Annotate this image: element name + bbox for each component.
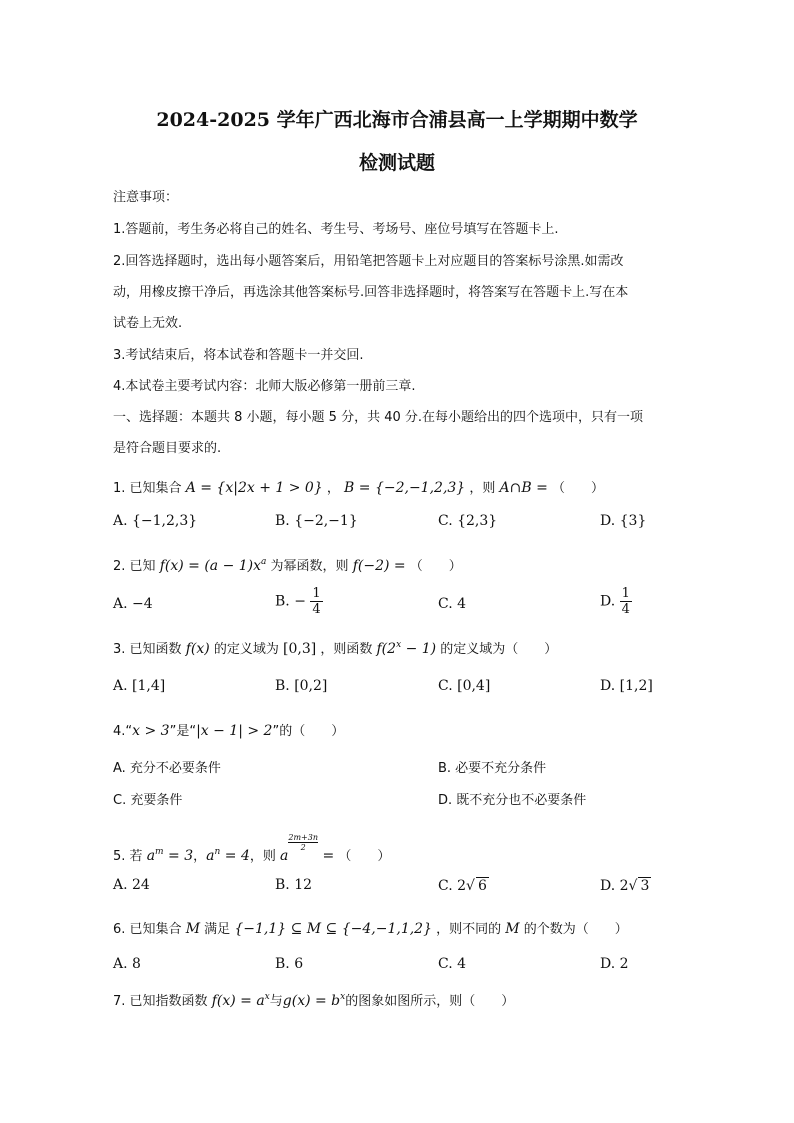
question-6 — [113, 918, 628, 937]
q1-expr: A∩B = — [499, 480, 548, 496]
q5-option-a[interactable]: A. 24 — [113, 877, 150, 893]
notice-item-2b: 动，用橡皮擦干净后，再选涂其他答案标号.回答非选择题时，将答案写在答题卡上.写在本 — [113, 285, 629, 300]
exam-subtitle: 检测试题 — [358, 152, 435, 174]
q3-option-c[interactable]: C. [0,4] — [438, 678, 491, 694]
q2-option-d-label: D. — [600, 593, 616, 610]
q4-cond2: |x − 1| > 2 — [196, 723, 273, 739]
q4-option-b[interactable]: B. 必要不充分条件 — [438, 761, 547, 776]
q3-option-a[interactable]: A. [1,4] — [113, 678, 166, 694]
q5-option-d[interactable] — [600, 877, 651, 894]
q1-set-b: B = {−2,−1,2,3} — [344, 480, 466, 496]
q5-expr2-exp: n — [214, 847, 221, 857]
q3-text-post: 的定义域为（ ） — [440, 642, 558, 657]
q1-text: 1. 已知集合 — [113, 481, 182, 496]
q1-set-a: A = {x|2x + 1 > 0} — [185, 480, 323, 496]
q2-option-b-num: 1 — [312, 586, 321, 601]
q4-text: 4.“ — [113, 724, 133, 739]
q1-paren: （ ） — [551, 481, 604, 496]
q5-comma: ， — [193, 849, 207, 864]
q3-text-mid2: ，则函数 — [320, 642, 373, 657]
q1-option-a[interactable]: A. {−1,2,3} — [113, 513, 198, 529]
q1-option-c[interactable]: C. {2,3} — [438, 513, 498, 529]
q5-expr3-exp-den: 2 — [300, 843, 306, 852]
q1-option-b[interactable]: B. {−2,−1} — [275, 513, 358, 529]
q2-option-b-label: B. − — [275, 593, 306, 610]
q5-expr1-val: = 3 — [163, 848, 194, 864]
q6-text-post2: 的个数为（ ） — [523, 922, 628, 937]
q2-expr-base: f(x) = (a − 1)x — [159, 558, 262, 574]
section-heading-b: 是符合题目要求的. — [113, 441, 222, 456]
q2-expr — [160, 558, 267, 574]
q7-f-expr — [212, 993, 270, 1009]
question-4 — [113, 720, 344, 739]
q6-expr: {−1,1} ⊆ M ⊆ {−4,−1,1,2} — [234, 921, 432, 937]
q7-g-expr — [283, 993, 345, 1009]
q1-option-d[interactable]: D. {3} — [600, 513, 647, 529]
notice-item-3: 3.考试结束后，将本试卷和答题卡一并交回. — [113, 348, 364, 363]
q5-option-c-radicand: 6 — [477, 878, 487, 894]
q6-option-a[interactable]: A. 8 — [113, 956, 141, 972]
q3-expr2 — [377, 641, 437, 657]
q2-option-b[interactable] — [275, 586, 323, 617]
q2-option-d[interactable] — [600, 586, 632, 617]
q3-text: 3. 已知函数 — [113, 642, 182, 657]
question-2 — [113, 555, 462, 574]
q2-expr2: f(−2) = — [352, 558, 406, 574]
q6-set-m: M — [185, 921, 201, 937]
q3-text-mid1: 的定义域为 — [213, 642, 279, 657]
q6-option-c[interactable]: C. 4 — [438, 956, 467, 972]
q3-option-d[interactable]: D. [1,2] — [600, 678, 653, 694]
q3-expr1: f(x) — [185, 641, 210, 657]
q6-text-post: ，则不同的 — [436, 922, 502, 937]
q3-expr2-exp: x — [396, 640, 402, 650]
q5-option-c-label: C. 2 — [438, 878, 467, 894]
question-1 — [113, 477, 604, 496]
q2-option-a[interactable]: A. −4 — [113, 596, 153, 612]
q4-option-c[interactable]: C. 充要条件 — [113, 793, 183, 808]
q5-expr3-exp — [288, 833, 318, 852]
q5-option-c-sqrt-sign: √ — [466, 878, 475, 894]
q5-expr2-base: a — [206, 848, 215, 864]
q1-text-post: ，则 — [469, 481, 496, 496]
section-heading-a: 一、选择题：本题共 8 小题，每小题 5 分，共 40 分.在每小题给出的四个选项中，只有一项 — [113, 410, 644, 425]
q5-option-d-sqrt-sign: √ — [628, 878, 638, 894]
q3-expr2-tail: − 1) — [401, 641, 437, 657]
q4-option-d[interactable]: D. 既不充分也不必要条件 — [438, 793, 587, 808]
q2-paren: （ ） — [409, 559, 462, 574]
q5-option-d-label: D. 2 — [600, 878, 629, 894]
q2-text: 2. 已知 — [113, 559, 156, 574]
notice-heading: 注意事项： — [113, 190, 179, 205]
q7-f-exp: x — [264, 992, 270, 1002]
question-5 — [113, 833, 390, 864]
q2-option-d-den: 4 — [621, 602, 630, 617]
q2-expr-exp: a — [261, 557, 267, 567]
question-3 — [113, 638, 557, 657]
q3-domain: [0,3] — [283, 641, 317, 657]
q6-text: 6. 已知集合 — [113, 922, 182, 937]
q4-option-a[interactable]: A. 充分不必要条件 — [113, 761, 221, 776]
q5-expr3-exp-num: 2m+3n — [288, 833, 318, 842]
q2-option-d-fraction — [620, 586, 632, 617]
q6-option-d[interactable]: D. 2 — [600, 956, 629, 972]
q3-expr2-base: f(2 — [376, 641, 397, 657]
q4-text-mid: ”是“ — [169, 724, 197, 739]
exam-title: 2024-2025 学年广西北海市合浦县高一上学期期中数学 — [156, 109, 638, 131]
q7-f-base: f(x) = a — [211, 993, 265, 1009]
q6-text-mid: 满足 — [204, 922, 231, 937]
q6-set-m-2: M — [505, 921, 520, 937]
q7-g-base: g(x) = b — [282, 993, 341, 1009]
q2-option-b-den: 4 — [312, 602, 321, 617]
q5-option-d-radicand: 3 — [640, 878, 650, 894]
q1-comma: ， — [326, 481, 340, 496]
q3-option-b[interactable]: B. [0,2] — [275, 678, 328, 694]
q2-option-c[interactable]: C. 4 — [438, 596, 467, 612]
q2-option-b-fraction — [310, 586, 322, 617]
notice-item-1: 1.答题前，考生务必将自己的姓名、考生号、考场号、座位号填写在答题卡上. — [113, 222, 559, 237]
q7-text: 7. 已知指数函数 — [113, 994, 208, 1009]
q4-text-post: ”的（ ） — [272, 724, 345, 739]
q7-text-post: 的图象如图所示，则（ ） — [345, 994, 515, 1009]
q7-g-exp: x — [340, 992, 346, 1002]
q5-text: 5. 若 — [113, 849, 143, 864]
q5-paren: （ ） — [338, 849, 391, 864]
q4-cond1: x > 3 — [132, 723, 170, 739]
q5-expr3-base: a — [280, 848, 289, 864]
q5-expr3-eq: = — [318, 848, 335, 864]
question-7 — [113, 990, 514, 1009]
q5-option-c[interactable] — [438, 877, 489, 894]
q5-text-mid: ，则 — [249, 849, 276, 864]
notice-item-2c: 试卷上无效. — [113, 316, 183, 331]
notice-item-4: 4.本试卷主要考试内容：北师大版必修第一册前三章. — [113, 379, 416, 394]
q5-expr1 — [147, 848, 193, 864]
q5-option-b[interactable]: B. 12 — [275, 877, 313, 893]
notice-item-2a: 2.回答选择题时，选出每小题答案后，用铅笔把答题卡上对应题目的答案标号涂黑.如需改 — [113, 254, 624, 269]
q6-option-b[interactable]: B. 6 — [275, 956, 304, 972]
q2-text-mid: 为幂函数，则 — [270, 559, 349, 574]
q7-text-mid: 与 — [269, 994, 283, 1009]
q5-expr1-exp: m — [155, 847, 164, 857]
q5-expr3 — [280, 833, 335, 864]
q5-expr1-base: a — [146, 848, 156, 864]
q5-expr2 — [206, 848, 250, 864]
q2-option-d-num: 1 — [621, 586, 630, 601]
q5-expr2-val: = 4 — [220, 848, 250, 864]
